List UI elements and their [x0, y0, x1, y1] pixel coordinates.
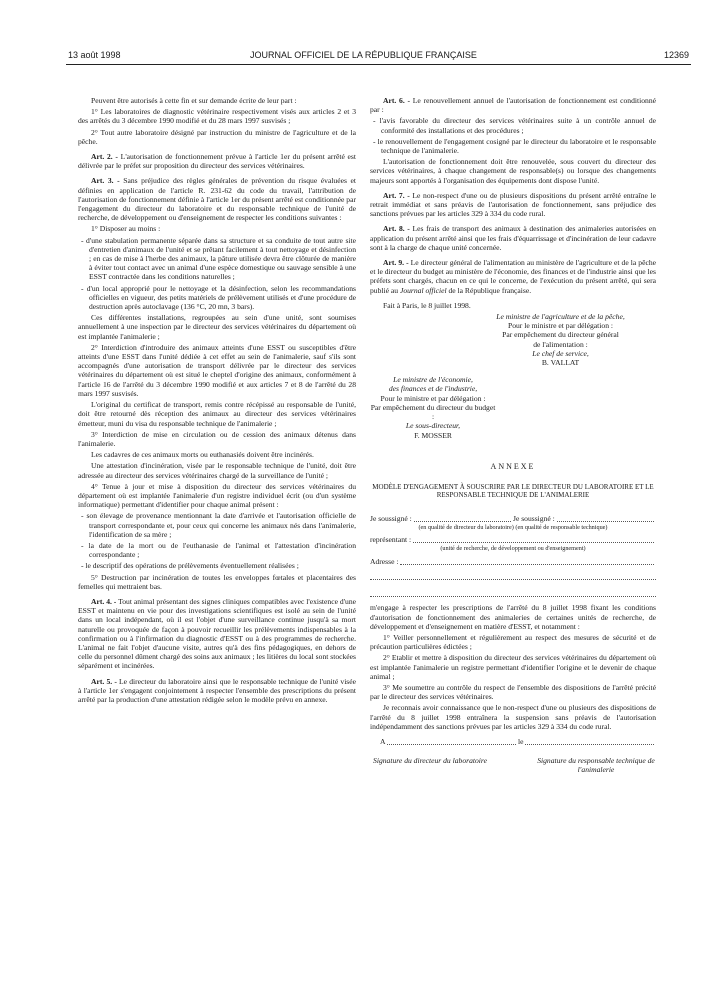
article-2 [78, 152, 356, 170]
lieu-date-row [370, 737, 656, 746]
annexe-title: ANNEXE [490, 461, 536, 471]
paragraph: 4° Tenue à jour et mise à disposition du directeur des services vétérinaires du département où est implantée l'animalerie d'un registre individuel écrit (ou d'un système informatique) permettant d'identifier pour chaque animal présent : [78, 481, 356, 510]
article-text: Le directeur général de l'alimentation au ministère de l'agriculture et de la pêche et le directeur du budget au ministère de l'économie, des finances et de l'industrie ainsi que les préfets sont chargés, chacun en ce qui le concerne, de l'exécution du présent arrêté, qui sera publié au [370, 258, 656, 295]
article-text: Le directeur du laboratoire ainsi que le responsable technique de l'unité visée à l'article 1er s'engagent conjointement à respecter l'ensemble des prescriptions du présent arrêté par la production d'une attestation rédigée selon le modèle prévu en annexe. [78, 676, 356, 704]
model-title: MODÈLE D'ENGAGEMENT À SOUSCRIRE PAR LE DIRECTEUR DU LABORATOIRE ET LE RESPONSABLE TECHNIQUE DE L'ANIMALERIE [372, 482, 654, 500]
article-label: Art. 8. - [383, 224, 410, 234]
representant-row [370, 535, 656, 544]
journal-officiel-ref: Journal officiel [399, 285, 447, 295]
paragraph: Peuvent être autorisés à cette fin et sur demande écrite de leur part : [91, 96, 297, 105]
adresse-field-line-2[interactable] [370, 567, 656, 580]
soussigne-label: Je soussigné : [513, 513, 555, 523]
signature-line: Le chef de service, [532, 348, 589, 358]
paragraph: Une attestation d'incinération, visée par le responsable technique de l'unité, doit être adressée au directeur des services vétérinaires chargé de la surveillance de l'unité ; [78, 461, 356, 480]
article-label: Art. 5. - [91, 676, 117, 686]
article-label: Art. 6. - [383, 96, 411, 105]
adresse-field[interactable] [400, 557, 654, 565]
left-column [78, 96, 356, 706]
article-label: Art. 4. - [91, 596, 117, 606]
article-3 [78, 176, 356, 222]
right-column [370, 96, 656, 775]
header-date: 13 août 1998 [68, 50, 121, 60]
date-field[interactable] [525, 737, 654, 745]
list-item: - la date de la mort ou de l'euthanasie de l'animal et l'attestation d'incinération correspondante ; [81, 540, 356, 560]
list-item: - le descriptif des opérations de prélèvements éventuellement réalisées ; [81, 561, 299, 571]
signature-director-caption: Signature du directeur du laboratoire [373, 756, 487, 766]
soussigne-director-field[interactable] [414, 514, 511, 522]
paragraph: 1° Disposer au moins : [91, 224, 161, 234]
signature-name: B. VALLAT [541, 358, 580, 368]
lieu-field[interactable] [387, 737, 516, 745]
article-text: L'autorisation de fonctionnement prévue à l'article 1er du présent arrêté est délivrée par le préfet sur proposition du directeur des services vétérinaires. [78, 152, 356, 171]
signature-line: Le sous-directeur, [405, 421, 461, 431]
paragraph: 2° Tout autre laboratoire désigné par instruction du ministre de l'agriculture et de la pêche. [78, 127, 356, 146]
paragraph: Les cadavres de ces animaux morts ou euthanasiés doivent être incinérés. [91, 450, 314, 460]
article-7 [370, 191, 656, 219]
fait-a-paris: Fait à Paris, le 8 juillet 1998. [383, 300, 471, 310]
a-label: A [380, 736, 386, 746]
paragraph: 2° Etablir et mettre à disposition du directeur des services vétérinaires du département où est implantée l'animalerie un registre permettant d'identifier l'origine et le devenir de chaque animal ; [370, 653, 656, 681]
le-label: le [518, 736, 524, 746]
article-label: Art. 3. - [91, 176, 120, 186]
article-4 [78, 597, 356, 671]
article-text-end: de la République française. [446, 285, 532, 295]
list-item: - d'un local approprié pour le nettoyage et la désinfection, selon les recommandations officielles en vigueur, des petits matériels de prélèvement utilisés et d'une procédure de destruction après autoclavage (136 °C, 20 mn, 3 bars). [81, 283, 356, 312]
article-text: Les frais de transport des animaux à destination des animaleries autorisées en application du présent arrêté ainsi que les frais d'équarrissage et d'incinération de leur cadavre sont à la charge de chaque unité concernée. [370, 224, 656, 252]
unite-caption: (unité de recherche, de développement ou d'enseignement) [440, 545, 586, 553]
signature-name: F. MOSSER [414, 430, 452, 440]
header-rule [66, 64, 691, 65]
representant-label: représentant : [370, 534, 412, 544]
signature-line: Par empêchement du directeur du budget : [370, 402, 496, 422]
signature-line: Pour le ministre et par délégation : [380, 393, 486, 403]
signature-responsable-caption: Signature du responsable technique de l'animalerie [537, 756, 655, 775]
paragraph: m'engage à respecter les prescriptions de l'arrêté du 8 juillet 1998 fixant les conditions d'autorisation de fonctionnement des animaleries de certaines unités de recherche, de développement et d'enseignement en matière d'ESST, et notamment : [370, 603, 656, 631]
list-item: - l'avis favorable du directeur des services vétérinaires suite à un contrôle annuel de conformité des installations et des procédures ; [373, 116, 656, 135]
signature-block-economie [370, 375, 496, 439]
soussigne-row [370, 514, 656, 523]
header-journal-title: JOURNAL OFFICIEL DE LA RÉPUBLIQUE FRANÇAISE [250, 50, 477, 60]
signature-line: de l'alimentation : [533, 339, 588, 349]
paragraph: L'autorisation de fonctionnement doit être renouvelée, sous couvert du directeur des services vétérinaires, à chaque changement de responsable(s) ou lorsque des changements majeurs sont apportés à l'organisation des équipements dont dispose l'unité. [370, 157, 656, 185]
adresse-field-line-3[interactable] [370, 584, 656, 597]
list-item: - le renouvellement de l'engagement cosigné par le directeur du laboratoire et le responsable technique de l'animalerie. [373, 136, 656, 156]
article-text: Le renouvellement annuel de l'autorisation de fonctionnement est conditionné par : [370, 96, 656, 115]
representant-field[interactable] [413, 535, 654, 543]
signature-captions [370, 756, 656, 774]
paragraph: 1° Veiller personnellement et régulièrement au respect des mesures de sécurité et de précaution particulières édictées ; [370, 632, 656, 652]
qualite-caption: (en qualité de directeur du laboratoire) (en qualité de responsable technique) [418, 523, 608, 531]
article-text: Le non-respect d'une ou de plusieurs dispositions du présent arrêté entraîne le retrait immédiat et sans préavis de l'autorisation de fonctionnement, sans préjudice des sanctions prévues par les articles 329 à 334 du code rural. [370, 190, 657, 219]
list-item: - d'une stabulation permanente séparée dans sa structure et sa conduite de tout autre site d'entretien d'animaux de l'unité et se prêtant facilement à tout nettoyage et désinfection ; en cas de mise à l'herbe des animaux, la pâture utilisée devra être clôturée de manière à éviter tout contact avec un animal d'une espèce domestique ou sauvage sensible à une ESST contractée dans les conditions naturelles ; [81, 235, 356, 282]
paragraph: 3° Interdiction de mise en circulation ou de cession des animaux détenus dans l'animalerie. [78, 429, 356, 448]
signature-line: des finances et de l'industrie, [388, 384, 478, 394]
article-5 [78, 677, 356, 705]
adresse-row [370, 557, 656, 566]
paragraph: 1° Les laboratoires de diagnostic vétérinaire respectivement visés aux articles 2 et 3 des arrêtés du 3 décembre 1990 modifié et du 28 mars 1997 susvisés ; [78, 107, 356, 126]
article-6 [370, 96, 656, 114]
article-label: Art. 9. - [383, 258, 409, 268]
article-label: Art. 7. - [383, 190, 410, 200]
list-item: - son élevage de provenance mentionnant la date d'arrivée et l'autorisation officielle de transport correspondante et, pour ceux qui concerne les animaux nés dans l'animalerie, l'identification de sa mère ; [81, 511, 356, 539]
signature-line: Par empêchement du directeur général [502, 330, 619, 340]
article-8 [370, 224, 656, 252]
signature-block-agriculture [465, 312, 656, 367]
adresse-label: Adresse : [370, 557, 399, 567]
paragraph: 5° Destruction par incinération de toutes les enveloppes fœtales et placentaires des femelles qui mettraient bas. [78, 572, 356, 591]
paragraph: Je reconnais avoir connaissance que le non-respect d'une ou plusieurs des dispositions de l'arrêté du 8 juillet 1998 entraînera la suspension sans préavis de l'autorisation indépendamment des sanctions prévues par les articles 329 à 334 du code rural. [370, 703, 656, 731]
signature-line: Pour le ministre et par délégation : [507, 321, 614, 331]
signature-line: Le ministre de l'économie, [393, 375, 473, 385]
article-label: Art. 2. - [91, 152, 118, 162]
article-text: Sans préjudice des règles générales de prévention du risque évaluées et définies en application de l'article R. 231-62 du code du travail, l'attribution de l'autorisation de fonctionnement définie à l'article 1er du présent arrêté est conditionnée par l'engagement du directeur du laboratoire et du responsable technique de l'unité de recherche, de développement ou d'enseignement de respecter les conditions suivantes : [78, 176, 356, 223]
paragraph: Ces différentes installations, regroupées au sein d'une unité, sont soumises annuellement à une inspection par le directeur des services vétérinaires du département où est implantée l'animalerie ; [78, 313, 356, 341]
paragraph: 3° Me soumettre au contrôle du respect de l'ensemble des dispositions de l'arrêté précité par le directeur des services vétérinaires. [370, 682, 656, 702]
article-9 [370, 258, 656, 295]
soussigne-label: Je soussigné : [370, 513, 412, 523]
header-page-number: 12369 [663, 50, 689, 60]
signature-line: Le ministre de l'agriculture et de la pêche, [496, 312, 625, 322]
soussigne-technician-field[interactable] [557, 514, 654, 522]
paragraph: L'original du certificat de transport, remis contre récépissé au responsable de l'unité, doit être retourné dès réception des animaux au directeur des services vétérinaires émetteur, muni du visa du responsable technique de l'animalerie ; [78, 400, 356, 428]
article-text: Tout animal présentant des signes cliniques compatibles avec l'existence d'une ESST et maintenu en vie pour des investigations scientifiques est isolé au sein de l'unité dans un local indépendant, où il est l'objet d'une surveillance continue jusqu'à sa mort naturelle ou provoquée de façon à pouvoir recueillir les prélèvements indispensables à la confirmation ou à l'infirmation du diagnostic d'ESST ou à des programmes de recherche. L'animal ne fait l'objet d'aucune visite, autres qu'à des fins pédagogiques, en dehors de celle du personnel dûment chargé des soins aux animaux ; les litières du local sont stockées séparément et incinérées. [78, 596, 356, 671]
paragraph: 2° Interdiction d'introduire des animaux atteints d'une ESST ou susceptibles d'être atteints d'une ESST dans l'unité dédiée à cet effet au sein de l'animalerie, sauf s'ils sont accompagnés d'une autorisation de transport délivrée par le directeur des services vétérinaires du département où est situé le cheptel d'origine des animaux, conformément à l'article 16 de l'arrêté du 3 décembre 1990 modifié et aux articles 7 et 8 de l'arrêté du 28 mars 1997 susvisés. [78, 342, 356, 398]
